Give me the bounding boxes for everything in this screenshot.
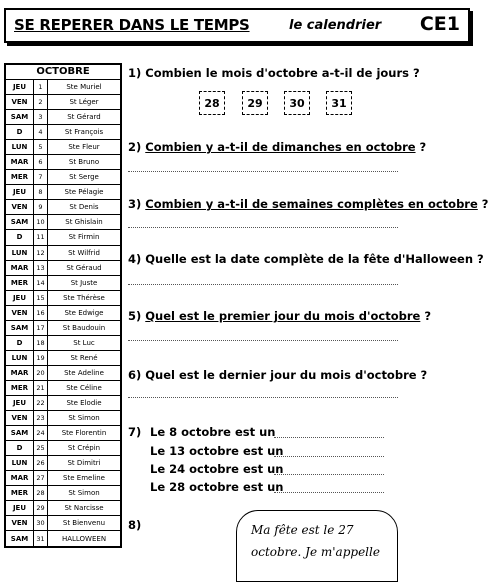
calendar-row [6, 125, 120, 140]
speech-bubble-text: Ma fête est le 27 octobre. Je m'appelle [251, 523, 380, 559]
calendar-date: 30 [34, 516, 48, 530]
calendar-row [6, 351, 120, 366]
calendar-row [6, 411, 120, 426]
calendar-date: 15 [34, 291, 48, 305]
calendar-saint-name: Ste Adeline [64, 368, 104, 377]
question-2 [128, 140, 426, 154]
calendar-row [6, 185, 120, 200]
calendar-date: 7 [34, 170, 48, 184]
calendar-date: 6 [34, 155, 48, 169]
calendar-saint-name: St Crépin [67, 444, 101, 453]
calendar-saint-name: Ste Thérèse [63, 293, 105, 302]
answer-line-3[interactable] [128, 227, 398, 228]
answer-line-6[interactable] [128, 397, 398, 398]
calendar-saint-name: St Simon [68, 489, 100, 498]
calendar-date: 2 [34, 95, 48, 109]
calendar-row [6, 426, 120, 441]
calendar-row [6, 291, 120, 306]
calendar-date: 21 [34, 381, 48, 395]
question-7-number: 7) [128, 425, 142, 439]
question-5-mark: ? [420, 309, 432, 323]
calendar-saint-name: Ste Edwige [64, 308, 104, 317]
calendar-saint-name: St Juste [70, 278, 98, 287]
answer-line-5[interactable] [128, 340, 398, 341]
calendar-weekday: VEN [6, 411, 34, 425]
question-4: 4) Quelle est la date complète de la fête d'Halloween ? [128, 252, 484, 266]
calendar-row [6, 366, 120, 381]
calendar-row [6, 140, 120, 155]
calendar-date: 4 [34, 125, 48, 139]
calendar-saint-name: Ste Pélagie [64, 188, 104, 197]
calendar-date: 26 [34, 456, 48, 470]
answer-line-7c[interactable] [274, 474, 384, 475]
calendar-rows [6, 80, 120, 546]
calendar-row [6, 486, 120, 501]
calendar-date: 11 [34, 230, 48, 244]
calendar-weekday: MER [6, 276, 34, 290]
calendar-row [6, 396, 120, 411]
calendar-date: 25 [34, 441, 48, 455]
calendar-saint-name: St François [64, 128, 104, 137]
calendar-date: 5 [34, 140, 48, 154]
calendar-weekday: D [6, 125, 34, 139]
calendar-date: 1 [34, 80, 48, 94]
calendar-saint-name: St Luc [73, 338, 95, 347]
calendar-saint-name: Ste Céline [66, 383, 102, 392]
calendar-date: 19 [34, 351, 48, 365]
calendar-weekday: MER [6, 381, 34, 395]
calendar-date: 29 [34, 501, 48, 515]
calendar-weekday: D [6, 230, 34, 244]
question-7-line-3: Le 24 octobre est un [150, 462, 284, 476]
calendar-weekday: MAR [6, 366, 34, 380]
calendar-row [6, 230, 120, 245]
calendar-saint-name: Ste Muriel [66, 83, 102, 92]
calendar-weekday: D [6, 336, 34, 350]
speech-bubble [236, 510, 398, 582]
calendar-weekday: JEU [6, 185, 34, 199]
question-3-number: 3) [128, 197, 146, 211]
calendar-weekday: VEN [6, 200, 34, 214]
calendar-weekday: JEU [6, 291, 34, 305]
calendar-row [6, 110, 120, 125]
calendar-row [6, 246, 120, 261]
calendar-row [6, 471, 120, 486]
calendar-weekday: MAR [6, 261, 34, 275]
calendar-row [6, 155, 120, 170]
calendar-saint-name: St René [70, 353, 98, 362]
calendar-date: 24 [34, 426, 48, 440]
calendar-weekday: MER [6, 486, 34, 500]
question-2-number: 2) [128, 140, 146, 154]
calendar-saint-name: St Denis [69, 203, 99, 212]
calendar-saint-name: St Ghislain [65, 218, 103, 227]
answer-line-7a[interactable] [274, 437, 384, 438]
calendar-date: 20 [34, 366, 48, 380]
calendar-date: 22 [34, 396, 48, 410]
question-7-line-2: Le 13 octobre est un [150, 444, 284, 458]
calendar-saint-name: Ste Elodie [66, 399, 102, 407]
question-2-mark: ? [415, 140, 427, 154]
answer-line-2[interactable] [128, 171, 398, 172]
calendar-weekday: LUN [6, 456, 34, 470]
question-5-number: 5) [128, 309, 146, 323]
calendar-date: 28 [34, 486, 48, 500]
calendar-row [6, 95, 120, 110]
answer-line-7b[interactable] [274, 456, 384, 457]
calendar-weekday: LUN [6, 246, 34, 260]
calendar-date: 18 [34, 336, 48, 350]
answer-choice-30[interactable]: 30 [284, 91, 310, 115]
calendar-row [6, 306, 120, 321]
question-2-text: Combien y a-t-il de dimanches en octobre [145, 140, 416, 154]
calendar-weekday: VEN [6, 516, 34, 530]
calendar-saint-name: St Simon [68, 414, 100, 423]
calendar-row [6, 276, 120, 291]
calendar-weekday: JEU [6, 80, 34, 94]
calendar-saint-name: St Firmin [68, 233, 100, 242]
calendar-weekday: MAR [6, 471, 34, 485]
question-8-number: 8) [128, 518, 142, 532]
calendar-date: 12 [34, 246, 48, 260]
calendar-row [6, 170, 120, 185]
calendar-row [6, 516, 120, 531]
calendar-date: 10 [34, 215, 48, 229]
calendar-row [6, 215, 120, 230]
calendar-month-title: OCTOBRE [6, 65, 120, 80]
calendar-saint-name: St Léger [69, 98, 99, 107]
worksheet-header [4, 8, 470, 43]
calendar-date: 14 [34, 276, 48, 290]
question-5 [128, 309, 431, 323]
calendar-date: 8 [34, 185, 48, 199]
calendar-weekday: SAM [6, 531, 34, 546]
calendar-weekday: MER [6, 170, 34, 184]
calendar-saint-name: HALLOWEEN [61, 534, 107, 543]
question-1: 1) Combien le mois d'octobre a-t-il de jours ? [128, 66, 420, 80]
question-3-mark: ? [477, 197, 488, 211]
calendar-saint-name: St Bienvenu [62, 519, 106, 528]
calendar-saint-name: St Serge [69, 173, 99, 182]
answer-line-7d[interactable] [274, 492, 384, 493]
question-3 [128, 197, 488, 211]
question-5-text: Quel est le premier jour du mois d'octobre [145, 309, 421, 323]
calendar-saint-name: St Baudouin [62, 323, 106, 332]
calendar-weekday: LUN [6, 140, 34, 154]
grade-level: CE1 [419, 13, 460, 35]
calendar-weekday: JEU [6, 396, 34, 410]
calendar-saint-name: St Géraud [66, 263, 102, 272]
calendar-weekday: VEN [6, 306, 34, 320]
answer-line-4[interactable] [128, 284, 398, 285]
calendar-date: 17 [34, 321, 48, 335]
question-6: 6) Quel est le dernier jour du mois d'octobre ? [128, 368, 428, 382]
calendar-weekday: D [6, 441, 34, 455]
calendar-row [6, 336, 120, 351]
worksheet-subtitle: le calendrier [289, 18, 382, 33]
calendar-row [6, 261, 120, 276]
calendar-saint-name: Ste Florentin [61, 429, 107, 438]
calendar-date: 9 [34, 200, 48, 214]
calendar-weekday: SAM [6, 321, 34, 335]
calendar-date: 16 [34, 306, 48, 320]
calendar-row [6, 321, 120, 336]
calendar-row [6, 501, 120, 516]
calendar-weekday: SAM [6, 110, 34, 124]
calendar-weekday: JEU [6, 501, 34, 515]
calendar-saint-name: Ste Emeline [63, 474, 105, 483]
calendar-row [6, 441, 120, 456]
calendar-weekday: VEN [6, 95, 34, 109]
calendar-date: 3 [34, 110, 48, 124]
calendar-date: 13 [34, 261, 48, 275]
question-7-line-1: Le 8 octobre est un [150, 425, 276, 439]
answer-choice-31[interactable]: 31 [326, 91, 352, 115]
calendar-date: 27 [34, 471, 48, 485]
calendar-saint-name: St Dimitri [67, 459, 101, 468]
answer-choice-29[interactable]: 29 [242, 91, 268, 115]
question-3-text: Combien y a-t-il de semaines complètes en octobre [145, 197, 478, 211]
calendar-row [6, 80, 120, 95]
calendar-row [6, 381, 120, 396]
calendar-saint-name: St Bruno [68, 158, 100, 167]
calendar-saint-name: Ste Fleur [68, 143, 100, 152]
calendar-date: 31 [34, 531, 48, 546]
calendar-saint-name: St Wilfrid [68, 248, 100, 257]
worksheet-title: SE REPERER DANS LE TEMPS [14, 16, 250, 34]
calendar-weekday: MAR [6, 155, 34, 169]
calendar-row [6, 200, 120, 215]
calendar-saint-name: St Gérard [67, 113, 101, 122]
calendar-weekday: LUN [6, 351, 34, 365]
question-7-line-4: Le 28 octobre est un [150, 480, 284, 494]
october-calendar [4, 63, 122, 548]
calendar-weekday: SAM [6, 426, 34, 440]
calendar-row [6, 456, 120, 471]
calendar-row [6, 531, 120, 546]
calendar-saint-name: St Narcisse [64, 504, 104, 513]
answer-choice-28[interactable]: 28 [199, 91, 225, 115]
calendar-date: 23 [34, 411, 48, 425]
calendar-weekday: SAM [6, 215, 34, 229]
